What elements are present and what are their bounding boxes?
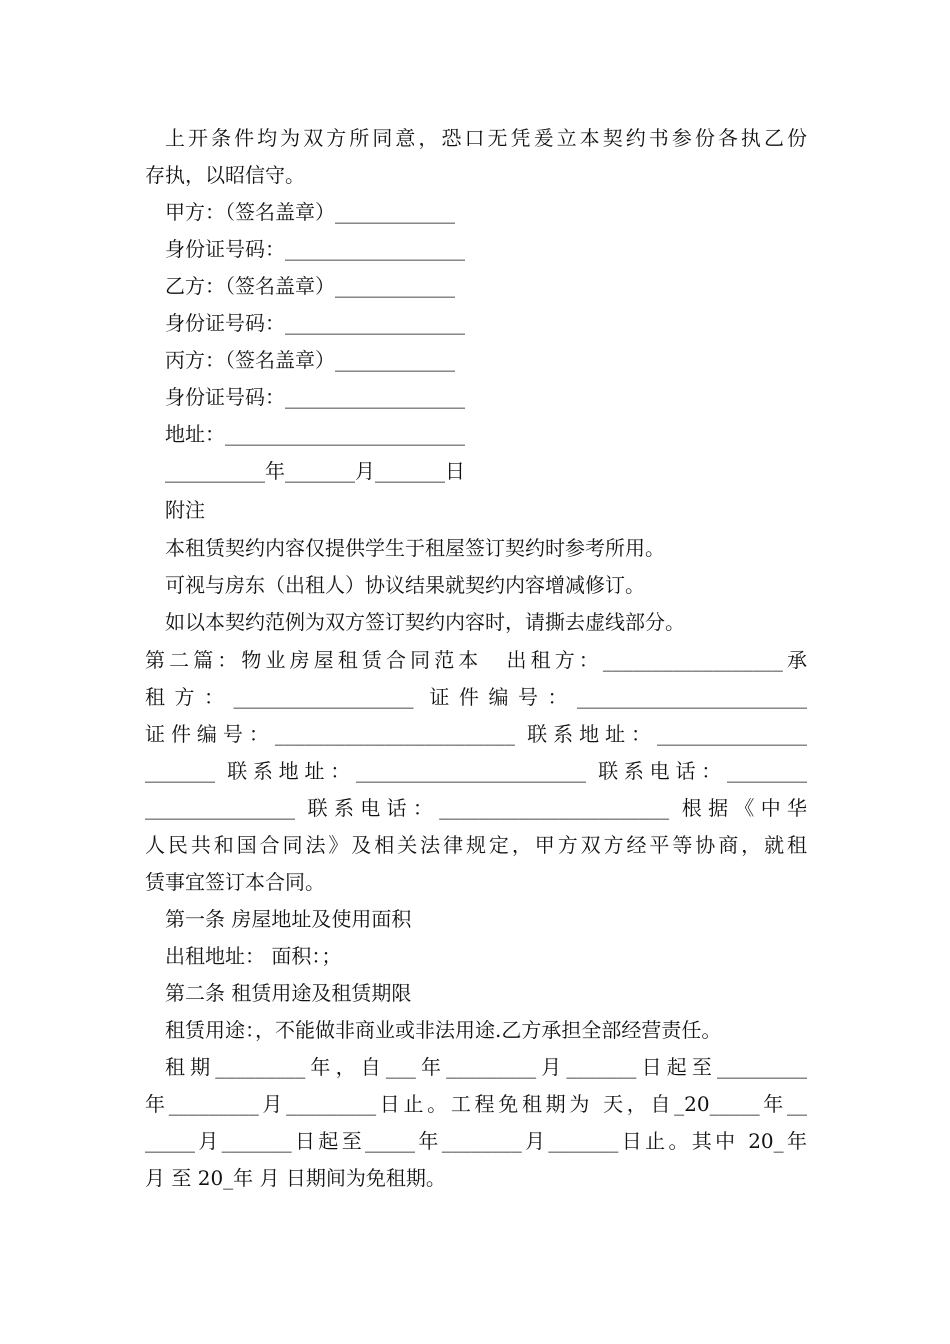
date-line: __________年_______月_______日 (165, 459, 465, 483)
paragraph-line: 出租地址： 面积：； (165, 944, 342, 968)
paragraph-line: 月 至 20_年 月 日期间为免租期。 (145, 1166, 446, 1190)
paragraph-line: _______ 联系地址：_______________________ 联系电话：________ (145, 759, 807, 783)
paragraph-line: 证件编号：________________________ 联系地址：_______________ (145, 722, 807, 746)
note-line: 本租赁契约内容仅提供学生于租屋签订契约时参考所用。 (165, 536, 665, 560)
paragraph-line: _____月_______日起至_____年________月_______日止。其中 20_年 (145, 1129, 807, 1153)
paragraph-line: 人民共和国合同法》及相关法律规定，甲方双方经平等协商，就租 (145, 833, 807, 857)
paragraph-line: 租方：__________________ 证件编号：_______________________ (145, 685, 807, 709)
paragraph-line: 存执，以昭信守。 (145, 163, 305, 187)
signature-line-party-a: 甲方：（签名盖章）____________ (165, 200, 455, 224)
id-number-line-party-b: 身份证号码：__________________ (165, 311, 465, 335)
id-number-line-party-a: 身份证号码：__________________ (165, 237, 465, 261)
paragraph-line: 租期_________年，自___年_________月_______日起至_________ (165, 1055, 807, 1079)
article-heading: 第一条 房屋地址及使用面积 (165, 907, 412, 931)
paragraph-line: 赁事宜签订本合同。 (145, 870, 325, 894)
paragraph-line: _______________ 联系电话：_______________________ 根据《中华 (145, 796, 807, 820)
paragraph-line: 上开条件均为双方所同意，恐口无凭爰立本契约书参份各执乙份 (165, 126, 807, 150)
note-heading: 附注 (165, 498, 205, 522)
article-heading: 第二条 租赁用途及租赁期限 (165, 981, 412, 1005)
note-line: 如以本契约范例为双方签订契约内容时，请撕去虚线部分。 (165, 610, 685, 634)
paragraph-line: 租赁用途：，不能做非商业或非法用途.乙方承担全部经营责任。 (165, 1018, 722, 1042)
signature-line-party-b: 乙方：（签名盖章）____________ (165, 274, 455, 298)
address-line: 地址：________________________ (165, 422, 465, 446)
section-title-line: 第二篇：物业房屋租赁合同范本 出租方：__________________承 (145, 648, 807, 672)
paragraph-line: 年_________月_________日止。工程免租期为 天，自_20_____年__ (145, 1092, 807, 1116)
signature-line-party-c: 丙方：（签名盖章）____________ (165, 348, 455, 372)
id-number-line-party-c: 身份证号码：__________________ (165, 385, 465, 409)
note-line: 可视与房东（出租人）协议结果就契约内容增减修订。 (165, 573, 645, 597)
